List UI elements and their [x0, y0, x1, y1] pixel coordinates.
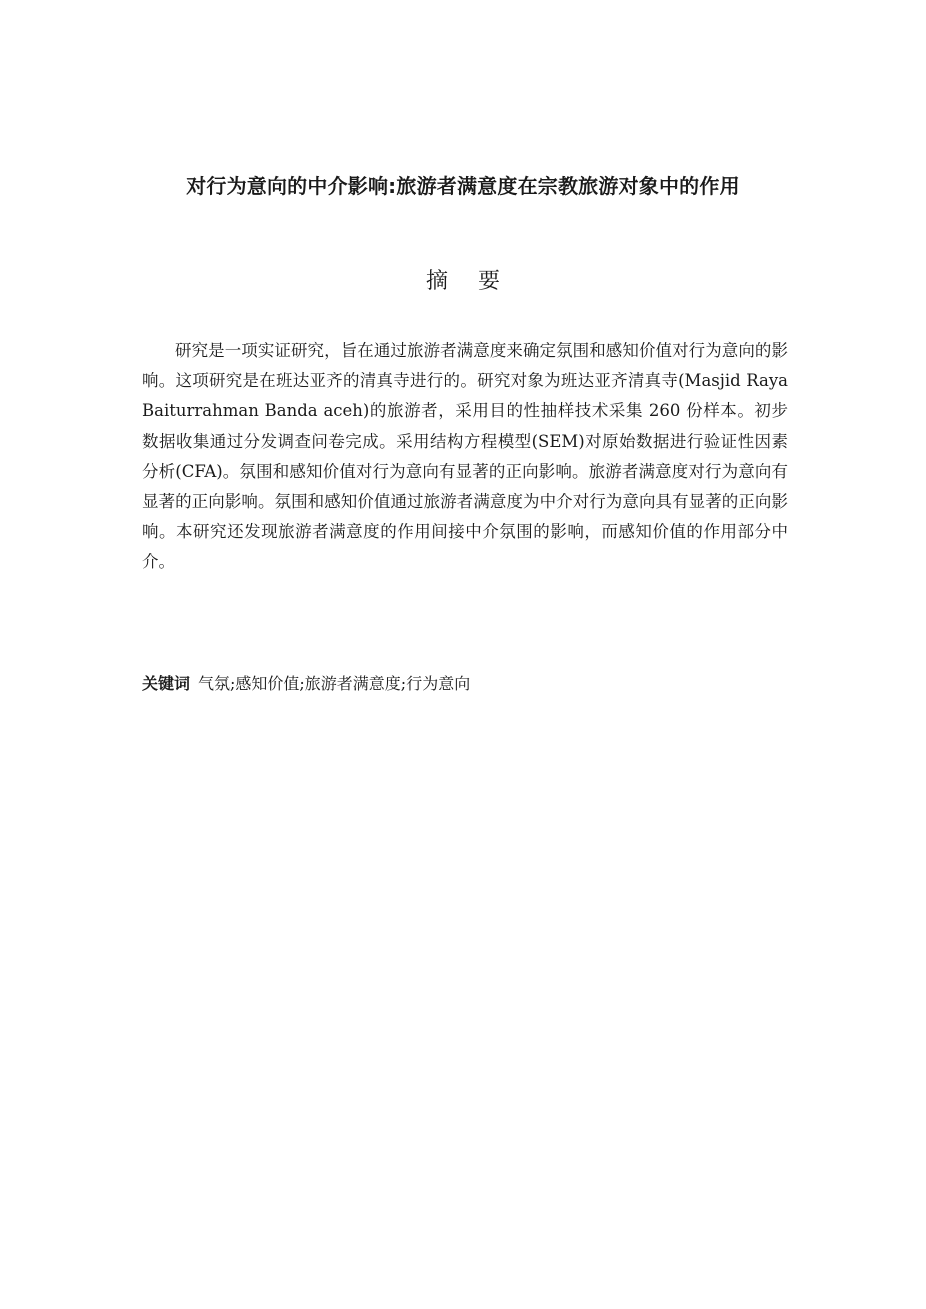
- keywords-list: 气氛;感知价值;旅游者满意度;行为意向: [198, 674, 471, 693]
- keywords-label: 关键词: [142, 674, 191, 693]
- abstract-heading: [0, 266, 926, 298]
- keywords-line: [142, 670, 788, 698]
- abstract-body: 研究是一项实证研究，旨在通过旅游者满意度来确定氛围和感知价值对行为意向的影响。这项研究是在班达亚齐的清真寺进行的。研究对象为班达亚齐清真寺(Masjid Raya Baiturrahman Banda aceh)的旅游者，采用目的性抽样技术采集 260 份样本。初步数据收集通过分发调查问卷完成。采用结构方程模型(SEM)对原始数据进行验证性因素分析(CFA)。氛围和感知价值对行为意向有显著的正向影响。旅游者满意度对行为意向有显著的正向影响。氛围和感知价值通过旅游者满意度为中介对行为意向具有显著的正向影响。本研究还发现旅游者满意度的作用间接中介氛围的影响，而感知价值的作用部分中介。: [142, 341, 788, 572]
- abstract-heading-char-1: 摘: [425, 269, 448, 294]
- abstract-heading-char-2: 要: [478, 269, 501, 294]
- paper-title: 对行为意向的中介影响:旅游者满意度在宗教旅游对象中的作用: [186, 174, 740, 198]
